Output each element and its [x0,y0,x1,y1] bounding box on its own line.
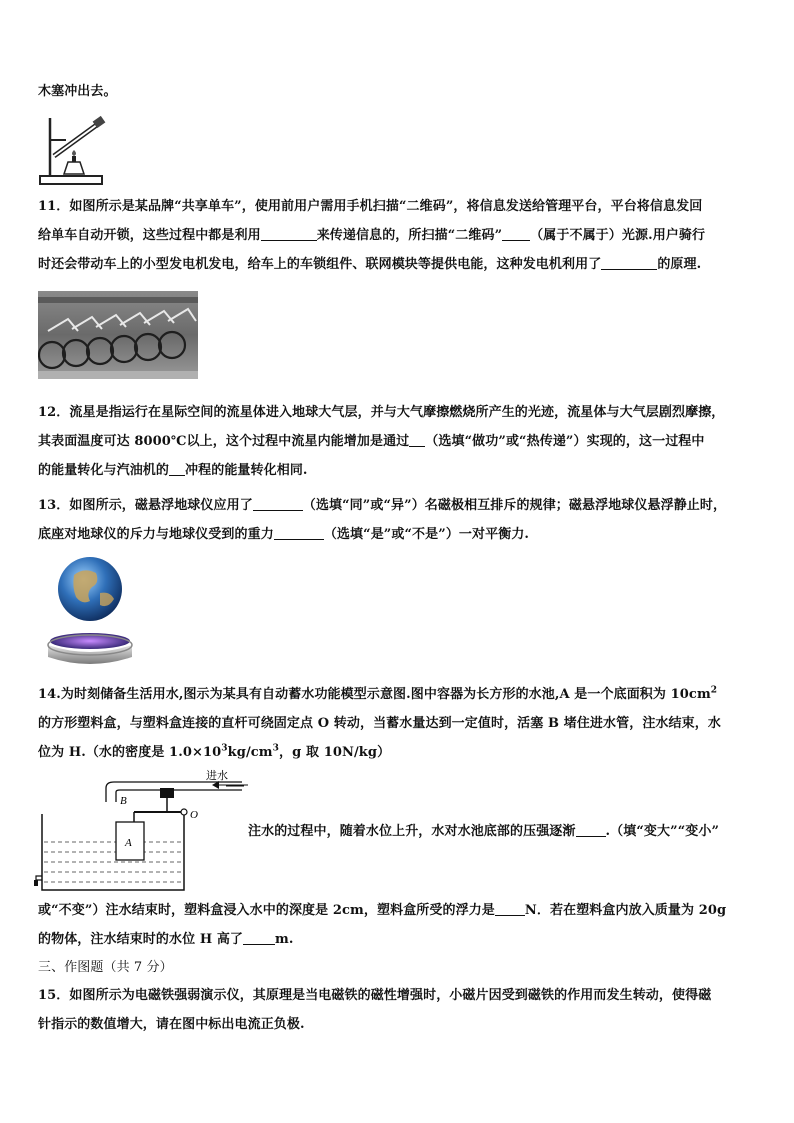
q10-tail-text: 木塞冲出去。 [38,84,117,99]
maglev-globe-photo [38,553,142,675]
q14-blank-3[interactable] [243,930,275,945]
q15-line-1: 15．如图所示为电磁铁强弱演示仪，其原理是当电磁铁的磁性增强时，小磁片因受到磁铁的作用而发生转动，使得磁 [38,988,712,1003]
q13-line-1: 13．如图所示，磁悬浮地球仪应用了 （选填“同”或“异”）名磁极相互排斥的规律；磁悬浮地球仪悬浮静止时， [38,498,727,513]
q13-line-2: 底座对地球仪的斥力与地球仪受到的重力 （选填“是”或“不是”）一对平衡力. [38,527,530,542]
q12-blank-2[interactable] [169,461,185,476]
q12-line-2: 其表面温度可达 8000℃以上，这个过程中流星内能增加是通过 （选填“做功”或“热传递”）实现的，这一过程中 [38,434,705,449]
q12-line-3: 的能量转化与汽油机的 冲程的能量转化相同. [38,463,308,478]
label-A: A [125,837,132,849]
q14-line-2: 的方形塑料盒，与塑料盒连接的直杆可绕固定点 O 转动，当蓄水量达到一定值时，活塞 B 堵住进水管，注水结束，水 [38,716,721,731]
q13-blank-1[interactable] [253,496,303,511]
test-tube-stand-figure [36,108,110,188]
q13-blank-2[interactable] [274,525,324,540]
label-O: O [190,809,198,821]
q11-line-2: 给单车自动开锁，这些过程中都是利用 来传递信息的，所扫描“二维码” （属于不属于）光源.用户骑行 [38,228,706,243]
q12-blank-1[interactable] [409,432,425,447]
q14-line-5: 或“不变”）注水结束时，塑料盒浸入水中的深度是 2cm，塑料盒所受的浮力是 N．若在塑料盒内放入质量为 20g [38,903,727,918]
q12-line-1: 12．流星是指运行在星际空间的流星体进入地球大气层，并与大气摩擦燃烧所产生的光迹，流星体与大气层剧烈摩擦， [38,405,725,420]
q14-line-6: 的物体，注水结束时的水位 H 高了 m. [38,932,294,947]
section-heading-drawing: 三、作图题（共 7 分） [38,960,173,975]
q14-line-3: 位为 H.（水的密度是 $1.0\times 10^3kg/cm^3$，g 取 10N/kg） [38,743,391,760]
q11-line-3: 时还会带动车上的小型发电机发电，给车上的车锁组件、联网模块等提供电能，这种发电机利用了 的原理. [38,257,702,272]
shared-bikes-photo [38,291,198,379]
q14-line-1: 14.为时刻储备生活用水,图示为某具有自动蓄水功能模型示意图.图中容器为长方形的水池,A 是一个底面积为 $10cm^2$ [38,685,718,702]
q11-blank-1[interactable] [261,226,317,241]
q14-blank-1[interactable] [576,822,606,837]
q14-side-text: 注水的过程中，随着水位上升，水对水池底部的压强逐渐 .（填“变大”“变小” [248,824,720,839]
q15-line-2: 针指示的数值增大，请在图中标出电流正负极. [38,1017,305,1032]
q11-line-1: 11．如图所示是某品牌“共享单车”，使用前用户需用手机扫描“二维码”，将信息发送给管理平台，平台将信息发回 [38,199,703,214]
q11-blank-3[interactable] [601,255,657,270]
label-inlet: 进水 [206,769,228,782]
q14-blank-2[interactable] [495,901,525,916]
inlet-arrow-icon [210,778,250,792]
label-B: B [120,795,127,807]
q11-blank-2[interactable] [502,226,530,241]
